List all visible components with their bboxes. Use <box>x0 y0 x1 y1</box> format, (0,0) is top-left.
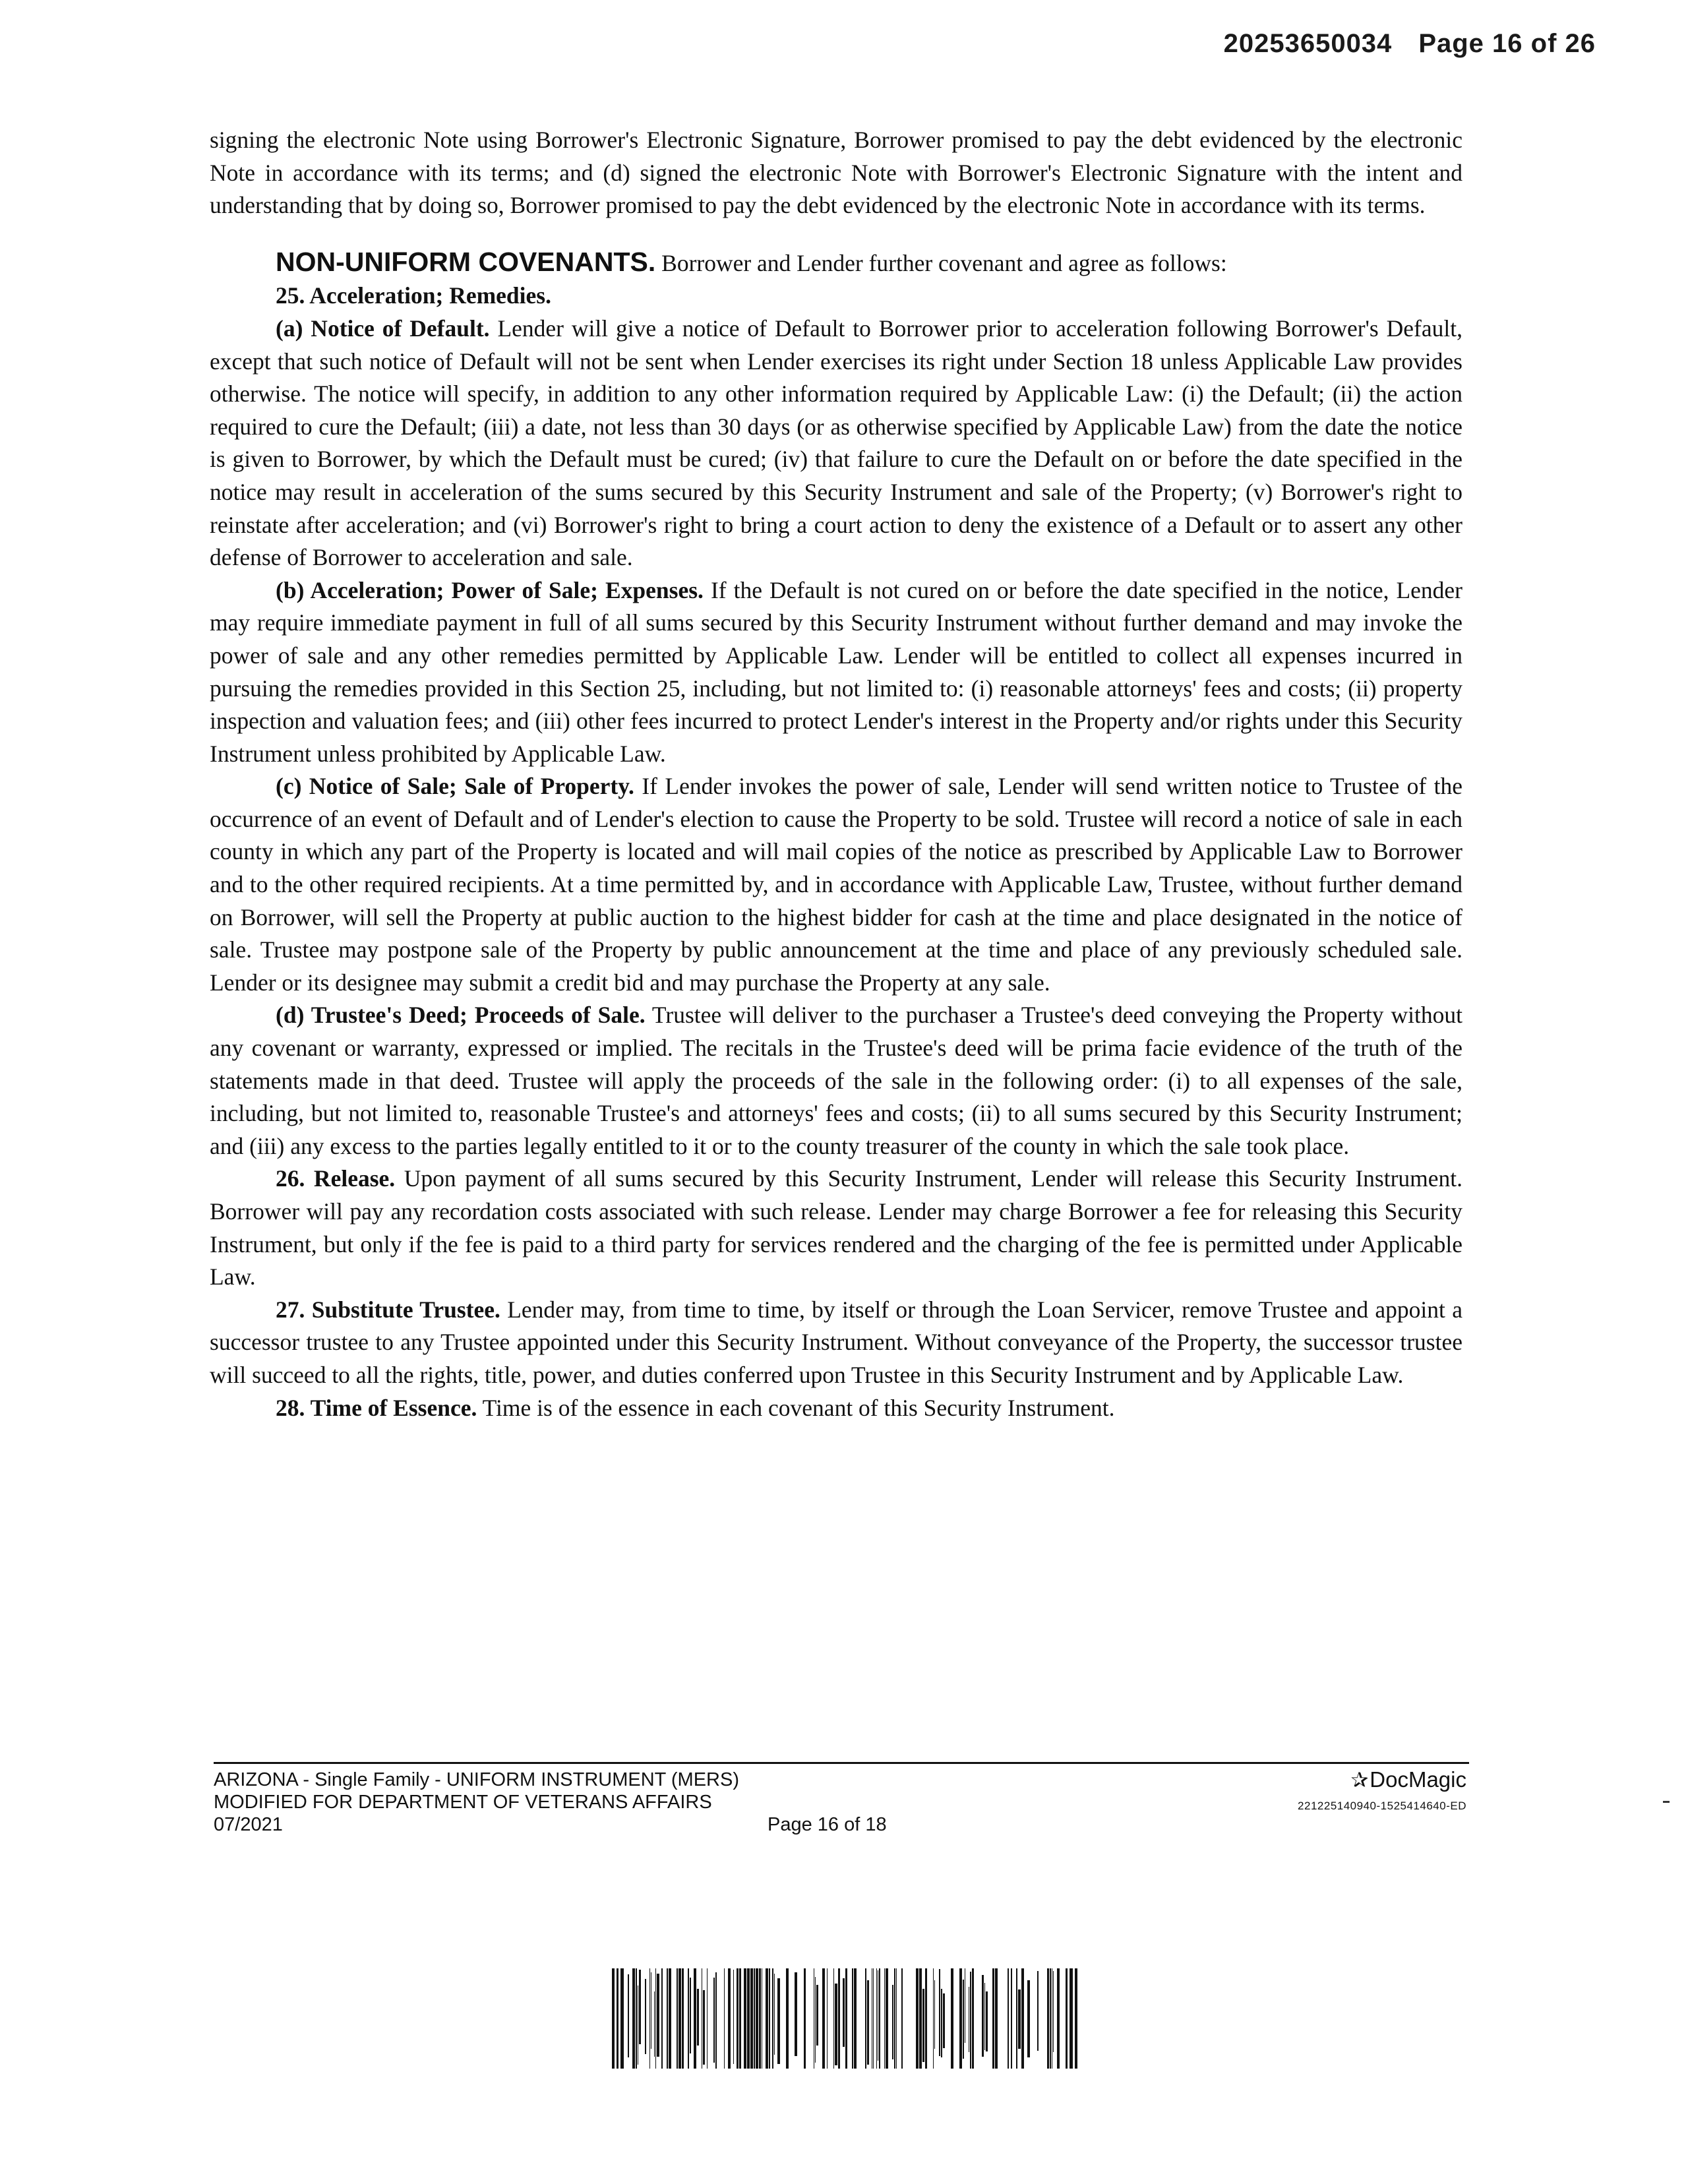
section-25c <box>210 770 1462 999</box>
recording-page-label: Page 16 of 26 <box>1418 29 1596 58</box>
barcode-image <box>612 1968 1077 2069</box>
continuation-paragraph: signing the electronic Note using Borrower's Electronic Signature, Borrower promised to pay the debt evidenced by the electronic Note in accordance with its terms; and (d) signed the electronic Note with Borrower's Electronic Signature with the intent and understanding that by doing so, Borrower promised to pay the debt evidenced by the electronic Note in accordance with its terms. <box>210 127 1462 219</box>
form-modification: MODIFIED FOR DEPARTMENT OF VETERANS AFFAIRS <box>214 1792 712 1813</box>
form-footer <box>214 1769 1466 1836</box>
non-uniform-covenants-paragraph <box>210 246 1462 280</box>
section-25a-text: Lender will give a notice of Default to Borrower prior to acceleration following Borrower's Default, except that such notice of Default will not be sent when Lender exercises its right under Section 18 unless Applicable Law provides otherwise. The notice will specify, in addition to any other information required by Applicable Law: (i) the Default; (ii) the action required to cure the Default; (iii) a date, not less than 30 days (or as otherwise specified by Applicable Law) from the date the notice is given to Borrower, by which the Default must be cured; (iv) that failure to cure the Default on or before the date specified in the notice may result in acceleration of the sums secured by this Security Instrument and sale of the Property; (v) Borrower's right to reinstate after acceleration; and (vi) Borrower's right to bring a court action to deny the existence of a Default or to assert any other defense of Borrower to acceleration and sale. <box>210 315 1462 571</box>
section-27 <box>210 1294 1462 1392</box>
star-icon: ✰ <box>1350 1768 1369 1792</box>
form-title: ARIZONA - Single Family - UNIFORM INSTRUMENT (MERS) <box>214 1769 740 1790</box>
section-28-title: 28. Time of Essence. <box>276 1394 477 1421</box>
section-25a-title: (a) Notice of Default. <box>276 315 490 342</box>
section-26-text: Upon payment of all sums secured by this Security Instrument, Lender will release this Security Instrument. Borrower will pay any recordation costs associated with such release. Lender may charge Borrower a fee for releasing this Security Instrument, but only if the fee is paid to a third party for services rendered and the charging of the fee is permitted under Applicable Law. <box>210 1165 1463 1290</box>
form-date: 07/2021 <box>214 1814 283 1835</box>
section-28 <box>210 1392 1462 1425</box>
section-26-title: 26. Release. <box>276 1165 396 1192</box>
section-25a <box>210 313 1462 574</box>
section-25-title <box>210 280 1462 313</box>
section-27-text: Lender may, from time to time, by itself or through the Loan Servicer, remove Trustee and appoint a successor trustee to any Trustee appointed under this Security Instrument. Without conveyance of the Property, the successor trustee will succeed to all the rights, title, power, and duties conferred upon Trustee in this Security Instrument and by Applicable Law. <box>210 1296 1462 1388</box>
vendor-block <box>1298 1769 1466 1817</box>
covenants-heading: NON-UNIFORM COVENANTS. <box>276 246 656 277</box>
document-body <box>210 124 1462 1424</box>
section-25b-text: If the Default is not cured on or before the date specified in the notice, Lender may require immediate payment in full of all sums secured by this Security Instrument without further demand and may invoke the power of sale and any other remedies permitted by Applicable Law. Lender will be entitled to collect all expenses incurred in pursuing the remedies provided in this Section 25, including, but not limited to: (i) reasonable attorneys' fees and costs; (ii) property inspection and valuation fees; and (iii) other fees incurred to protect Lender's interest in the Property and/or rights under this Security Instrument unless prohibited by Applicable Law. <box>210 576 1462 767</box>
section-27-title: 27. Substitute Trustee. <box>276 1296 500 1323</box>
vendor-logo <box>1298 1769 1466 1791</box>
section-25d <box>210 999 1462 1163</box>
section-28-text: Time is of the essence in each covenant of this Security Instrument. <box>477 1394 1115 1421</box>
section-25d-text: Trustee will deliver to the purchaser a Trustee's deed conveying the Property without any covenant or warranty, expressed or implied. The recitals in the Trustee's deed will be prima facie evidence of the truth of the statements made in that deed. Trustee will apply the proceeds of the sale in the following order: (i) to all expenses of the sale, including, but not limited to, reasonable Trustee's and attorneys' fees and costs; (ii) to all sums secured by this Security Instrument; and (iii) any excess to the parties legally entitled to it or to the county treasurer of the county in which the sale took place. <box>210 1002 1462 1159</box>
document-id: 221225140940-1525414640-ED <box>1298 1800 1466 1812</box>
form-page-number: Page 16 of 18 <box>768 1814 887 1835</box>
section-26 <box>210 1163 1462 1293</box>
section-25b <box>210 574 1462 771</box>
scan-mark <box>1663 1801 1670 1803</box>
section-25d-title: (d) Trustee's Deed; Proceeds of Sale. <box>276 1002 646 1029</box>
section-25c-text: If Lender invokes the power of sale, Lender will send written notice to Trustee of the occurrence of an event of Default and of Lender's election to cause the Property to be sold. Trustee will record a notice of sale in each county in which any part of the Property is located and will mail copies of the notice as prescribed by Applicable Law to Borrower and to the other required recipients. At a time permitted by, and in accordance with Applicable Law, Trustee, without further demand on Borrower, will sell the Property at public auction to the highest bidder for cash at the time and place designated in the notice of sale. Trustee may postpone sale of the Property by public announcement at the time and place of any previously scheduled sale. Lender or its designee may submit a credit bid and may purchase the Property at any sale. <box>210 773 1462 996</box>
vendor-name: DocMagic <box>1370 1767 1466 1792</box>
covenants-intro: Borrower and Lender further covenant and agree as follows: <box>655 249 1227 276</box>
section-25c-title: (c) Notice of Sale; Sale of Property. <box>276 773 634 800</box>
record-number: 20253650034 <box>1223 29 1393 58</box>
section-25b-title: (b) Acceleration; Power of Sale; Expenses. <box>276 576 704 603</box>
section-25-heading: 25. Acceleration; Remedies. <box>276 282 551 309</box>
footer-divider <box>214 1762 1469 1764</box>
recording-header <box>1197 29 1596 59</box>
